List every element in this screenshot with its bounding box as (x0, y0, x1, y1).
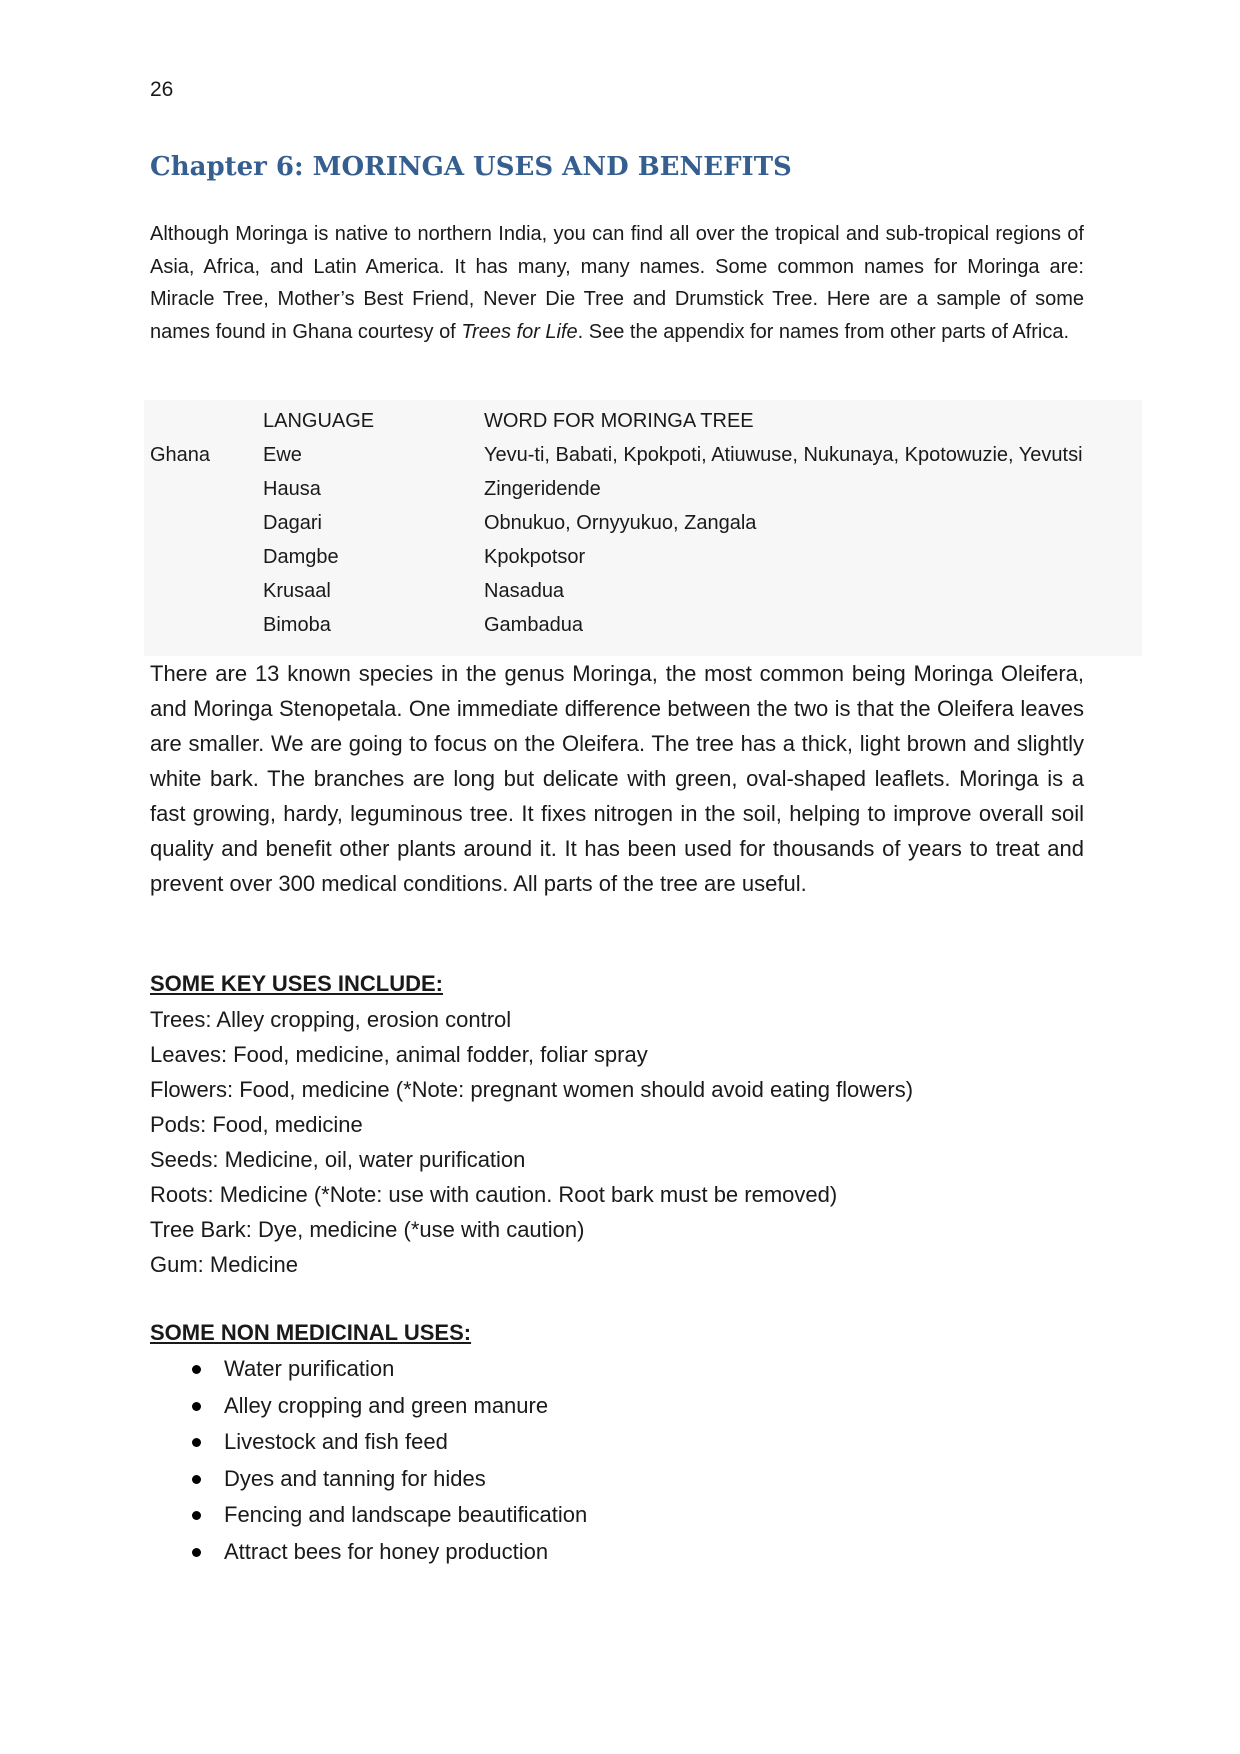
list-item (150, 1534, 587, 1571)
bullet-icon (192, 1511, 201, 1520)
key-uses-list (150, 1002, 913, 1282)
moringa-names-table-container (144, 400, 1142, 656)
cell-country: Ghana (150, 444, 211, 466)
table-row (150, 540, 1124, 574)
intro-text-start: Although Moringa is native to northern India, you can find all over the tropical and sub-tropical regions of Asia, Africa, and Latin America. It has many, many names. Some common names for Moringa are: Miracle Tree, Mother’s Best Friend, Never Die Tree and Drumstick Tree. Here are a sample of some names found in Ghana courtesy of (150, 223, 1084, 343)
list-item-text: Livestock and fish feed (224, 1429, 448, 1454)
list-item: Pods: Food, medicine (150, 1112, 363, 1137)
species-paragraph: There are 13 known species in the genus Moringa, the most common being Moringa Oleifera, and Moringa Stenopetala. One immediate difference between the two is that the Oleifera leaves are smaller. We are going to focus on the Oleifera. The tree has a thick, light brown and slightly white bark. The branches are long but delicate with green, oval-shaped leaflets. Moringa is a fast growing, hardy, leguminous tree. It fixes nitrogen in the soil, helping to improve overall soil quality and benefit other plants around it. It has been used for thousands of years to treat and prevent over 300 medical conditions. All parts of the tree are useful. (150, 661, 1084, 896)
list-item-text: Attract bees for honey production (224, 1538, 549, 1564)
list-item: Seeds: Medicine, oil, water purification (150, 1147, 526, 1172)
list-item-text: Fencing and landscape beautification (224, 1502, 588, 1527)
list-item: Trees: Alley cropping, erosion control (150, 1007, 512, 1032)
list-item: Tree Bark: Dye, medicine (*use with caution) (150, 1217, 585, 1242)
list-item (150, 1351, 587, 1388)
cell-country (150, 574, 263, 608)
cell-word: Yevu-ti, Babati, Kpokpoti, Atiuwuse, Nukunaya, Kpotowuzie, Yevutsi (484, 444, 1083, 466)
list-item-text: Water purification (224, 1356, 395, 1381)
table-row (150, 506, 1124, 540)
bullet-icon (192, 1475, 201, 1484)
list-item (150, 1388, 587, 1425)
table-row (150, 574, 1124, 608)
page-number: 26 (150, 78, 174, 101)
cell-word: Gambadua (484, 614, 583, 636)
intro-text-end: . See the appendix for names from other parts of Africa. (577, 320, 1070, 343)
list-item-text: Dyes and tanning for hides (224, 1465, 486, 1491)
cell-language: Krusaal (263, 580, 331, 602)
bullet-icon (192, 1438, 201, 1447)
list-item-text: Alley cropping and green manure (224, 1392, 549, 1418)
cell-language: Hausa (263, 478, 321, 500)
table-row (150, 608, 1124, 642)
list-item: Leaves: Food, medicine, animal fodder, foliar spray (150, 1042, 648, 1067)
cell-language: Bimoba (263, 614, 331, 636)
list-item (150, 1497, 587, 1534)
list-item: Flowers: Food, medicine (*Note: pregnant women should avoid eating flowers) (150, 1077, 914, 1102)
non-medicinal-heading: SOME NON MEDICINAL USES: (150, 1320, 472, 1345)
key-uses-heading: SOME KEY USES INCLUDE: (150, 971, 443, 996)
cell-word: Nasadua (484, 580, 565, 602)
list-item: Roots: Medicine (*Note: use with caution. Root bark must be removed) (150, 1182, 838, 1207)
cell-country (150, 608, 263, 642)
cell-language: Damgbe (263, 546, 339, 568)
cell-country (150, 472, 263, 506)
bullet-icon (192, 1402, 201, 1411)
header-language: LANGUAGE (263, 410, 375, 432)
list-item (150, 1424, 587, 1461)
cell-country (150, 540, 263, 574)
table-row (150, 472, 1124, 506)
cell-word: Zingeridende (484, 478, 601, 500)
intro-paragraph (150, 218, 1084, 348)
non-medicinal-list (150, 1351, 587, 1570)
table-header-row (150, 404, 1124, 438)
cell-word: Obnukuo, Ornyyukuo, Zangala (484, 512, 757, 534)
cell-language: Dagari (263, 512, 322, 534)
header-word: WORD FOR MORINGA TREE (484, 410, 754, 432)
header-country (150, 404, 263, 438)
cell-word: Kpokpotsor (484, 546, 586, 568)
list-item: Gum: Medicine (150, 1252, 298, 1277)
table-row (150, 438, 1124, 472)
bullet-icon (192, 1365, 201, 1374)
intro-italic-source: Trees for Life (461, 320, 578, 343)
bullet-icon (192, 1548, 201, 1557)
cell-country (150, 506, 263, 540)
chapter-title: Chapter 6: MORINGA USES AND BENEFITS (150, 152, 792, 182)
moringa-names-table (150, 404, 1124, 642)
cell-language: Ewe (263, 444, 302, 466)
list-item (150, 1461, 587, 1498)
